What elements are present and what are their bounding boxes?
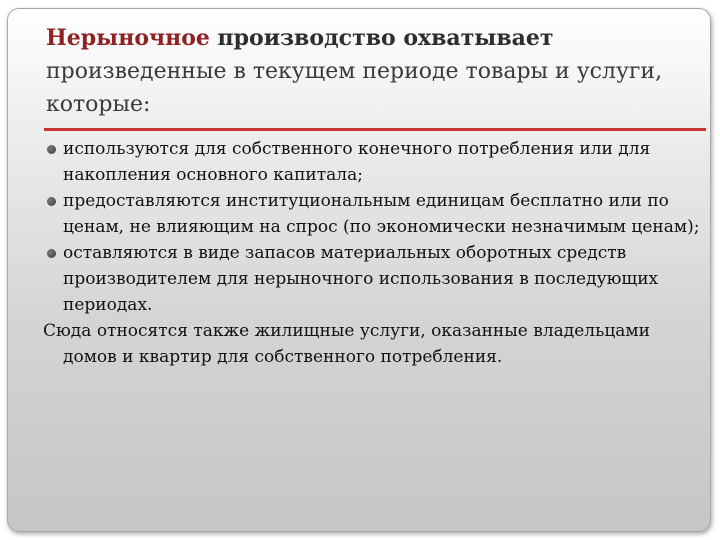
slide-body	[43, 136, 705, 370]
slide-title	[46, 22, 686, 121]
bullet-icon	[47, 145, 56, 154]
bullet-text: используются для собственного конечного потребления или для накопления основного капитала;	[63, 139, 651, 185]
title-bold: производство охватывает	[209, 25, 554, 51]
bullet-item	[43, 240, 705, 318]
title-rest: произведенные в текущем периоде товары и услуги, которые:	[46, 59, 663, 117]
title-divider	[44, 128, 706, 131]
bullet-item	[43, 188, 705, 240]
bullet-icon	[47, 197, 56, 206]
bullet-text: оставляются в виде запасов материальных оборотных средств производителем для нерыночного использования в последующих периодах.	[63, 243, 659, 315]
bullet-icon	[47, 249, 56, 258]
bullet-item	[43, 136, 705, 188]
closing-paragraph: Сюда относятся также жилищные услуги, оказанные владельцами домов и квартир для собственного потребления.	[43, 321, 650, 367]
bullet-text: предоставляются институциональным единицам бесплатно или по ценам, не влияющим на спрос (по экономически незначимым ценам);	[63, 191, 700, 237]
title-accent: Нерыночное	[46, 25, 210, 51]
